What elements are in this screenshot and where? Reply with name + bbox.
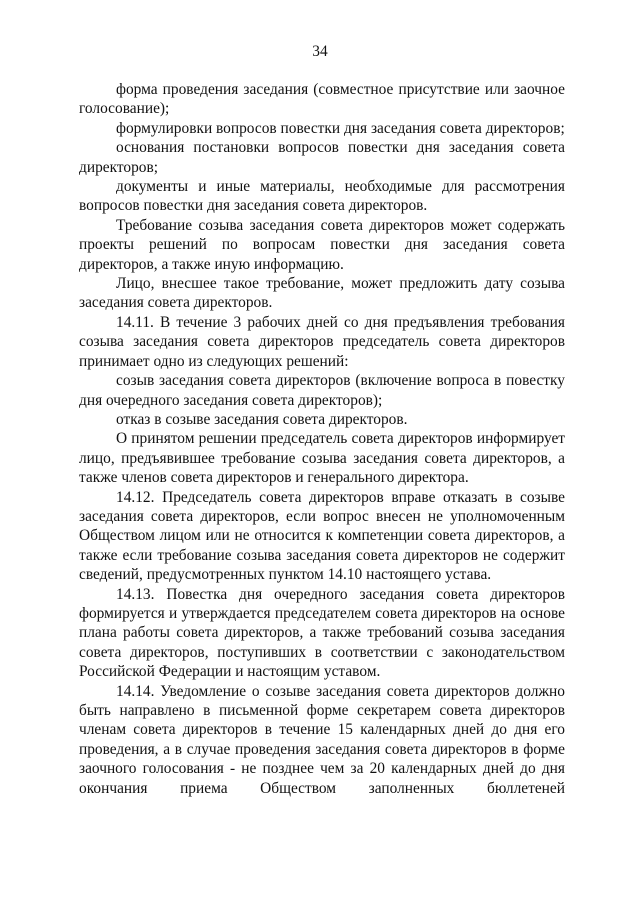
paragraph-14-14: 14.14. Уведомление о созыве заседания совета директоров должно быть направлено в письменной форме секретарем совета директоров членам совета директоров в течение 15 календарных дней до дня его проведения, а в случае проведения заседания совета директоров в форме заочного голосования - не позднее чем за 20 календарных дней до дня окончания приема Обществом заполненных бюллетеней	[79, 682, 565, 797]
paragraph-refuse-option: отказ в созыве заседания совета директоров.	[116, 410, 408, 428]
paragraph-agenda-grounds: основания постановки вопросов повестки дня заседания совета директоров;	[79, 139, 565, 176]
paragraph-documents: документы и иные материалы, необходимые для рассмотрения вопросов повестки дня заседания совета директоров.	[79, 178, 565, 215]
document-body	[79, 80, 565, 798]
paragraph-14-13: 14.13. Повестка дня очередного заседания совета директоров формируется и утверждается председателем совета директоров на основе плана работы совета директоров, а также требований созыва заседания совета директоров, поступивших в соответствии с законодательством Российской Федерации и настоящим уставом.	[79, 585, 565, 681]
page-number: 34	[312, 43, 328, 60]
paragraph-convene-option: созыв заседания совета директоров (включение вопроса в повестку дня очередного заседания совета директоров);	[79, 372, 565, 409]
paragraph-inform-decision: О принятом решении председатель совета директоров информирует лицо, предъявившее требование созыва заседания совета директоров, а также членов совета директоров и генерального директора.	[79, 430, 565, 487]
paragraph-agenda-wording: формулировки вопросов повестки дня заседания совета директоров;	[116, 119, 565, 137]
paragraph-meeting-form: форма проведения заседания (совместное присутствие или заочное голосование);	[79, 81, 565, 118]
paragraph-propose-date: Лицо, внесшее такое требование, может предложить дату созыва заседания совета директоров.	[79, 275, 565, 312]
paragraph-14-11: 14.11. В течение 3 рабочих дней со дня предъявления требования созыва заседания совета директоров председатель совета директоров принимает одно из следующих решений:	[79, 313, 565, 370]
paragraph-14-12: 14.12. Председатель совета директоров вправе отказать в созыве заседания совета директоров, если вопрос внесен не уполномоченным Обществом лицом или не относится к компетенции совета директоров, а также если требование созыва заседания совета директоров не содержит сведений, предусмотренных пунктом 14.10 настоящего устава.	[79, 488, 565, 584]
paragraph-draft-decisions: Требование созыва заседания совета директоров может содержать проекты решений по вопросам повестки дня заседания совета директоров, а также иную информацию.	[79, 216, 565, 273]
